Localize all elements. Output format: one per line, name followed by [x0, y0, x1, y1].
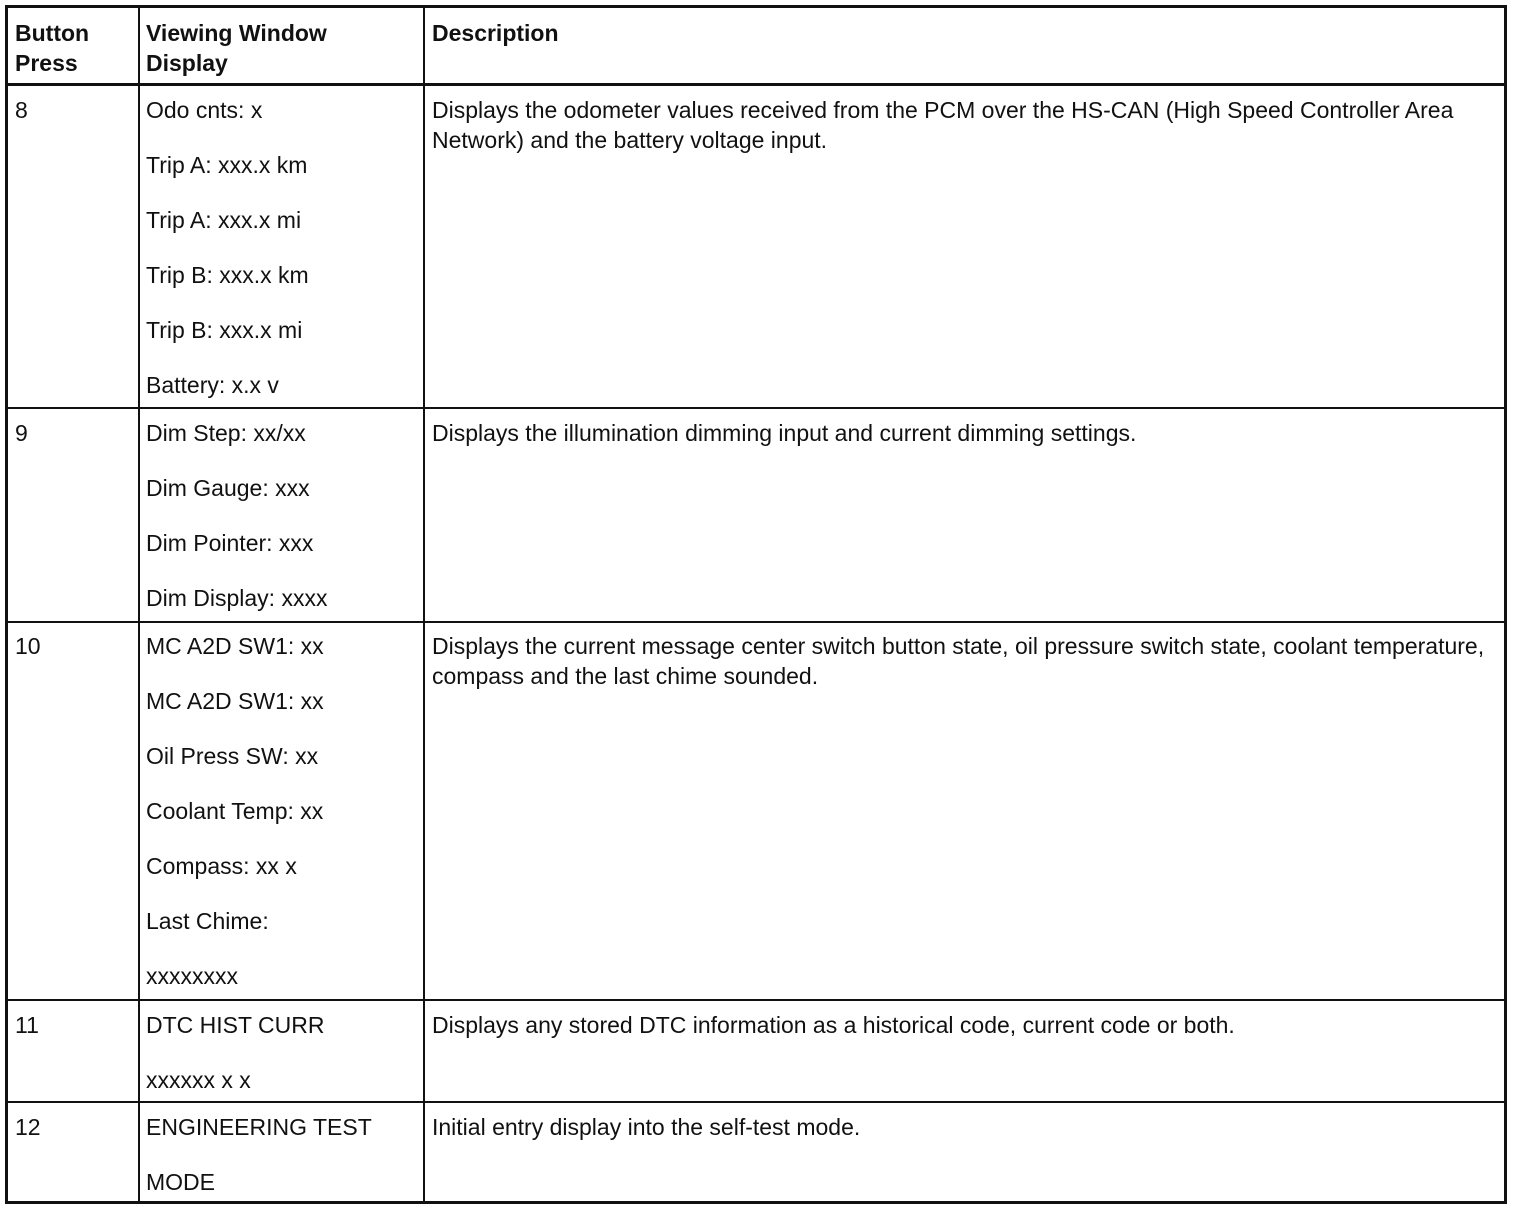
- header-viewing-window-line1: Viewing Window: [146, 20, 327, 46]
- row-9-description: Displays the illumination dimming input and current dimming settings.: [432, 420, 1137, 446]
- header-description: Description: [432, 20, 559, 46]
- display-line: Trip A: xxx.x mi: [146, 207, 302, 233]
- row-11-button-press: 11: [15, 1012, 39, 1038]
- display-line: Dim Gauge: xxx: [146, 475, 310, 501]
- row-divider: [8, 621, 1504, 623]
- display-line: Coolant Temp: xx: [146, 798, 324, 824]
- display-line: MC A2D SW1: xx: [146, 688, 324, 714]
- row-divider: [8, 407, 1504, 409]
- display-line: Compass: xx x: [146, 853, 297, 879]
- row-12-button-press: 12: [15, 1114, 41, 1140]
- display-line: Odo cnts: x: [146, 97, 263, 123]
- display-line: Trip A: xxx.x km: [146, 152, 308, 178]
- display-line: Last Chime:: [146, 908, 269, 934]
- header-divider: [8, 83, 1504, 86]
- display-line: xxxxxx x x: [146, 1067, 251, 1093]
- column-divider: [138, 8, 140, 1201]
- header-button-press: [15, 18, 89, 78]
- row-10-button-press: 10: [15, 633, 41, 659]
- display-line: Trip B: xxx.x km: [146, 262, 309, 288]
- diagnostic-table: [5, 5, 1507, 1204]
- row-12-description: Initial entry display into the self-test mode.: [432, 1114, 861, 1140]
- header-button-press-line1: Button: [15, 20, 90, 46]
- display-line: Battery: x.x v: [146, 372, 279, 398]
- display-line: Dim Step: xx/xx: [146, 420, 306, 446]
- display-line: MODE: [146, 1169, 215, 1195]
- row-8-button-press: 8: [15, 97, 28, 123]
- header-button-press-line2: Press: [15, 50, 78, 76]
- row-divider: [8, 1101, 1504, 1103]
- row-9-button-press: 9: [15, 420, 28, 446]
- row-8-description: Displays the odometer values received from the PCM over the HS-CAN (High Speed Controller Area Network) and the battery voltage input.: [432, 97, 1454, 153]
- display-line: Oil Press SW: xx: [146, 743, 319, 769]
- display-line: Trip B: xxx.x mi: [146, 317, 303, 343]
- display-line: Dim Display: xxxx: [146, 585, 328, 611]
- header-viewing-window-line2: Display: [146, 50, 228, 76]
- display-line: MC A2D SW1: xx: [146, 633, 324, 659]
- row-divider: [8, 999, 1504, 1001]
- display-line: ENGINEERING TEST: [146, 1114, 372, 1140]
- row-11-description: Displays any stored DTC information as a historical code, current code or both.: [432, 1012, 1235, 1038]
- header-viewing-window-display: [146, 18, 327, 78]
- display-line: Dim Pointer: xxx: [146, 530, 314, 556]
- row-10-description: Displays the current message center switch button state, oil pressure switch state, coolant temperature, compass and the last chime sounded.: [432, 633, 1485, 689]
- column-divider: [423, 8, 425, 1201]
- display-line: xxxxxxxx: [146, 963, 238, 989]
- display-line: DTC HIST CURR: [146, 1012, 325, 1038]
